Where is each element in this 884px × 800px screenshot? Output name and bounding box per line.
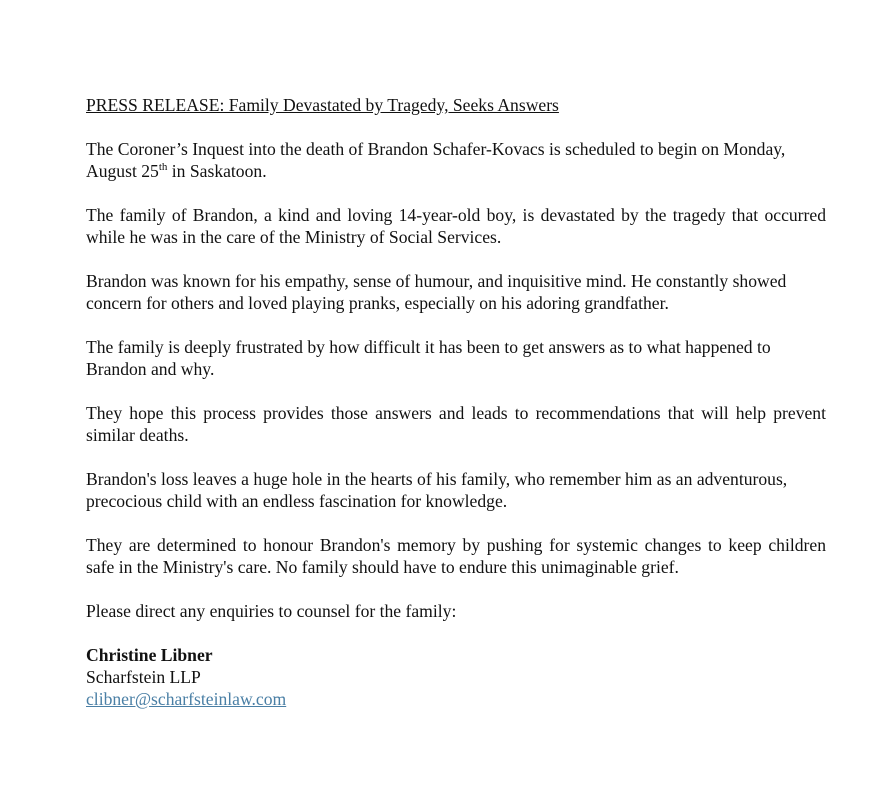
paragraph-enquiries: Please direct any enquiries to counsel for the family: <box>86 601 457 621</box>
paragraph-determination: They are determined to honour Brandon's memory by pushing for systemic changes to keep children safe in the Ministry's care. No family should have to endure this unimaginable grief. <box>86 535 826 577</box>
paragraph-hope: They hope this process provides those answers and leads to recommendations that will help prevent similar deaths. <box>86 403 826 445</box>
paragraph-character: Brandon was known for his empathy, sense of humour, and inquisitive mind. He constantly showed concern for others and loved playing pranks, especially on his adoring grandfather. <box>86 271 787 313</box>
press-release-title: PRESS RELEASE: Family Devastated by Tragedy, Seeks Answers <box>86 95 559 115</box>
inquest-text: The Coroner’s Inquest into the death of Brandon Schafer-Kovacs is scheduled to begin on Monday, August 25 <box>86 139 786 181</box>
contact-name: Christine Libner <box>86 645 213 665</box>
paragraph-loss: Brandon's loss leaves a huge hole in the hearts of his family, who remember him as an adventurous, precocious child with an endless fascination for knowledge. <box>86 469 788 511</box>
contact-block <box>86 644 826 710</box>
paragraph-inquest <box>86 138 826 182</box>
press-release-document <box>86 94 826 710</box>
inquest-location: in Saskatoon. <box>167 161 267 181</box>
paragraph-family: The family of Brandon, a kind and loving 14-year-old boy, is devastated by the tragedy that occurred while he was in the care of the Ministry of Social Services. <box>86 205 826 247</box>
date-suffix: th <box>158 161 168 174</box>
contact-email-link[interactable]: clibner@scharfsteinlaw.com <box>86 689 287 709</box>
paragraph-frustration: The family is deeply frustrated by how difficult it has been to get answers as to what happened to Brandon and why. <box>86 337 771 379</box>
contact-firm: Scharfstein LLP <box>86 667 201 687</box>
